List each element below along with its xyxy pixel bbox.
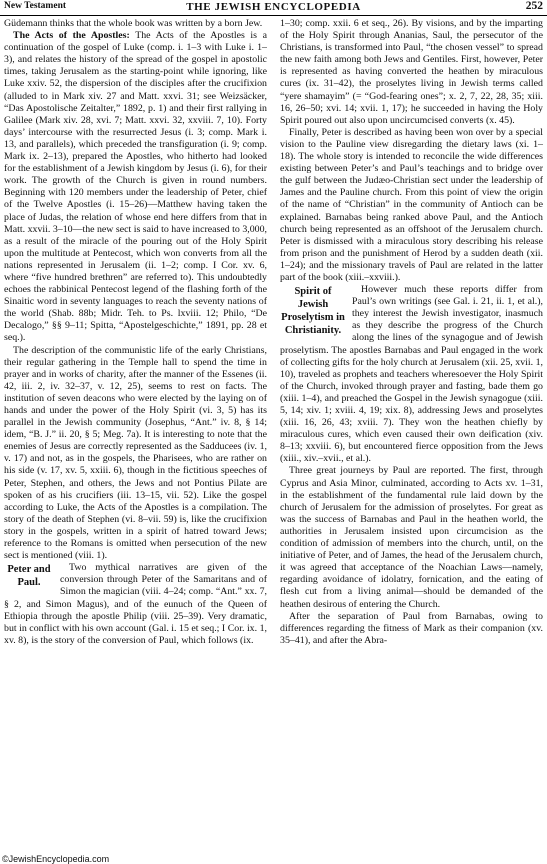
acts-paragraph xyxy=(4,30,267,344)
right-column xyxy=(280,18,543,852)
header-section: New Testament xyxy=(4,1,67,11)
paul-conversion-continued: 1–30; comp. xxii. 6 et seq., 26). By visions, and by the imparting of the Holy Spirit through Ananias, Saul, the persecutor of the Christians, is transformed into Paul, “the chosen vessel” to spread the new faith among both Jews and Gentiles. First, however, Peter is represented as having converted the heathen by miraculous cures (ix. 31–42), the proselytes living in Jewish terms called “yere shamayim” (= “God-fearing ones”; x. 2, 7, 22, 28, 35; xiii. 16, 26–50; xvi. 14; xvii. 1, 17); he succeeded in having the Holy Spirit poured out also upon uncircumcised converts (x. 45). xyxy=(280,18,543,126)
page-number: 252 xyxy=(525,0,543,12)
copyright-credit: ©JewishEncyclopedia.com xyxy=(2,854,110,864)
communistic-life-paragraph: The description of the communistic life of the early Christians, their regular gathering in the Temple hall to spend the time in prayer and in works of charity, after the manner of the Essenes (ii. 42, iii. 2, iv. 32–37, v. 12, 25), seems to rest on facts. The institution of seven deacons who were elected by the laying on of hands and under the power of the Holy Spirit (vi. 3, 5) has its parallel in the Jewish community (Josephus, “Ant.” iv. 8, § 14; idem, “B. J.” ii. 20, § 5; Meg. 7a). It is interesting to note that the enemies of Jesus are correctly represented as the Sadducees (iv. 1, v. 17) and not, as in the gospels, the Pharisees, who are rather on his side (v. 17, xv. 5, xxiii. 6), though in the fictitious speeches of Peter, Stephen, and others, the Jews and not Pontius Pilate are spoken of as his crucifiers (iii. 13–15, vii. 52). Like the gospel according to Luke, the Acts of the Apostles is a compilation. The story of the death of Stephen (vi. 8–vii. 59) is, like the crucifixion story in the gospels, written in a spirit of hatred toward Jews; reference to the Romans is omitted when persecution of the new sect is mentioned (viii. 1). xyxy=(4,344,267,562)
header-title: THE JEWISH ENCYCLOPEDIA xyxy=(186,1,361,13)
acts-body: The Acts of the Apostles is a continuation of the gospel of Luke (comp. i. 1–3 with Luke i. 1–3), and relates the history of the spread of the gospel in apostolic times, taking Jerusalem as the starting-point while ignoring, like Luke xxiv. 52, the dispersion of the disciples after the crucifixion (alluded to in Mark xiv. 27 and Matt. xxvi. 31; see Weizsäcker, “Das Apostolische Zeitalter,” 1892, p. 1) and their first rallying in Galilee (Mark xiv. 28, xvi. 7; Matt. xxvi. 32, xxviii. 7, 10). Forty days’ intercourse with the resurrected Jesus (i. 3; comp. Mark i. 13, and parallels), which preceded the transfiguration (i. 9; comp. Mark ix. 2–13), prepared the Apostles, who hitherto had looked for the establishment of a Jewish kingdom by Jesus (i. 6), for their work. The growth of the Church is given in round numbers. Beginning with 120 members under the leadership of Peter, chief of the Twelve Apostles (i. 15–26)—Matthew having taken the place of Judas, the relation of whose end here differs from that in Matt. xxvii. 3–10—the new sect is said to have increased to 3,000, as a result of the miracle of the pouring out of the Holy Spirit upon the multitude at Pentecost, which won converts from all the nations represented in Jerusalem (ii. 1–2; comp. I Cor. xv. 6, where “five hundred brethren” are referred to). This undoubtedly echoes the rabbinical Pentecost legend of the flashing forth of the Sinaitic word in seventy languages to reach the seventy nations of the world (Shab. 88b; Midr. Teh. to Ps. lxviii. 12; Philo, “De Decalogo,” §§ 9–11; Spitta, “Apostelgeschichte,” 1891, pp. 28 et seq.). xyxy=(4,30,267,344)
separation-paragraph: After the separation of Paul from Barnabas, owing to differences regarding the fitness of Mark as their companion (xv. 35–41), and after the Abra- xyxy=(280,610,543,646)
acts-heading: The Acts of the Apostles: xyxy=(13,30,130,42)
intro-paragraph: Güdemann thinks that the whole book was written by a born Jew. xyxy=(4,18,263,29)
sidehead-peter-paul: Peter and Paul. xyxy=(7,564,51,589)
text-columns xyxy=(4,18,543,852)
left-column xyxy=(4,18,267,852)
conversion-paragraph: Two mythical narratives are given of the conversion through Peter of the Samaritans and of Simon the magician (viii. 4–24; comp. “Ant.” xx. 7, § 2, and Simon Magus), and of the eunuch of the Queen of Ethiopia through the apostle Philip (viii. 25–39). Very dramatic, but in conflict with his own account (Gal. i. 15 et seq.; I Cor. ix. 1, xv. 8), is the story of the conversion of Paul, which follows (ix. xyxy=(4,562,267,646)
journeys-paragraph: Three great journeys by Paul are reported. The first, through Cyprus and Asia Minor, culminated, according to Acts xv. 1–31, in the establishment of the fundamental rule laid down by the church of Jerusalem for the admission of proselytes. For great as was the success of Barnabas and Paul in the heathen world, the authorities in Jerusalem insisted upon circumcision as the condition of admission of members into the church, until, on the initiative of Peter, and of James, the head of the Jerusalem church, it was agreed that acceptance of the Noachian Laws—namely, regarding avoidance of idolatry, fornication, and the eating of flesh cut from a living animal—should be demanded of the heathen desirous of entering the Church. xyxy=(280,465,543,610)
reports-paragraph: However much these reports differ from Paul’s own writings (see Gal. i. 21, ii. 1, et al.), they interest the Jewish investigator, inasmuch as they describe the progress of the Church along the lines of the synagogue and of Jewish proselytism. The apostles Barnabas and Paul engaged in the work of collecting gifts for the holy church at Jerusalem (xii. 25, xvii. 1, 10), traveled as prophets and teachers wheresoever the Holy Spirit of the Church, invoked through prayer and fasting, bade them go (xiii. 1–4), and preached the Gospel in the Jewish synagogue (xiii. 5, 14; xiv. 1; xviii. 4, 19; xix. 8), addressing Jews and proselytes (xiii. 16, 26, 43; xviii. 7). They won the heathen chiefly by miraculous cures, which even caused their own deification (xiv. 8–13; xxviii. 6), but encountered fierce opposition from the Jews (xiii., xiv.–xvii., et al.). xyxy=(280,284,543,465)
running-header xyxy=(0,0,547,16)
sidehead-proselytism: Spirit of Jewish Proselytism in Christianity. xyxy=(281,286,345,337)
peter-vision-paragraph: Finally, Peter is described as having been won over by a special vision to the Pauline view disregarding the dietary laws (xi. 1–18). The whole story is intended to reconcile the wide differences existing between Peter’s and Paul’s teachings and to bridge over the gulf between the Judæo-Christian sect under the leadership of James and the Pauline church. From this point of view the origin of the name of “Christian” in the community of Antioch can be explained. Barnabas being ranked above Paul, and the Antioch church being represented as an offshoot of the Jerusalem church. Peter is dismissed with a miraculous story describing his release from prison and the punishment of Herod by a sudden death (xii. 1–24); and the missionary travels of Paul are related in the latter part of the book (xiii.–xxviii.). xyxy=(280,126,543,283)
